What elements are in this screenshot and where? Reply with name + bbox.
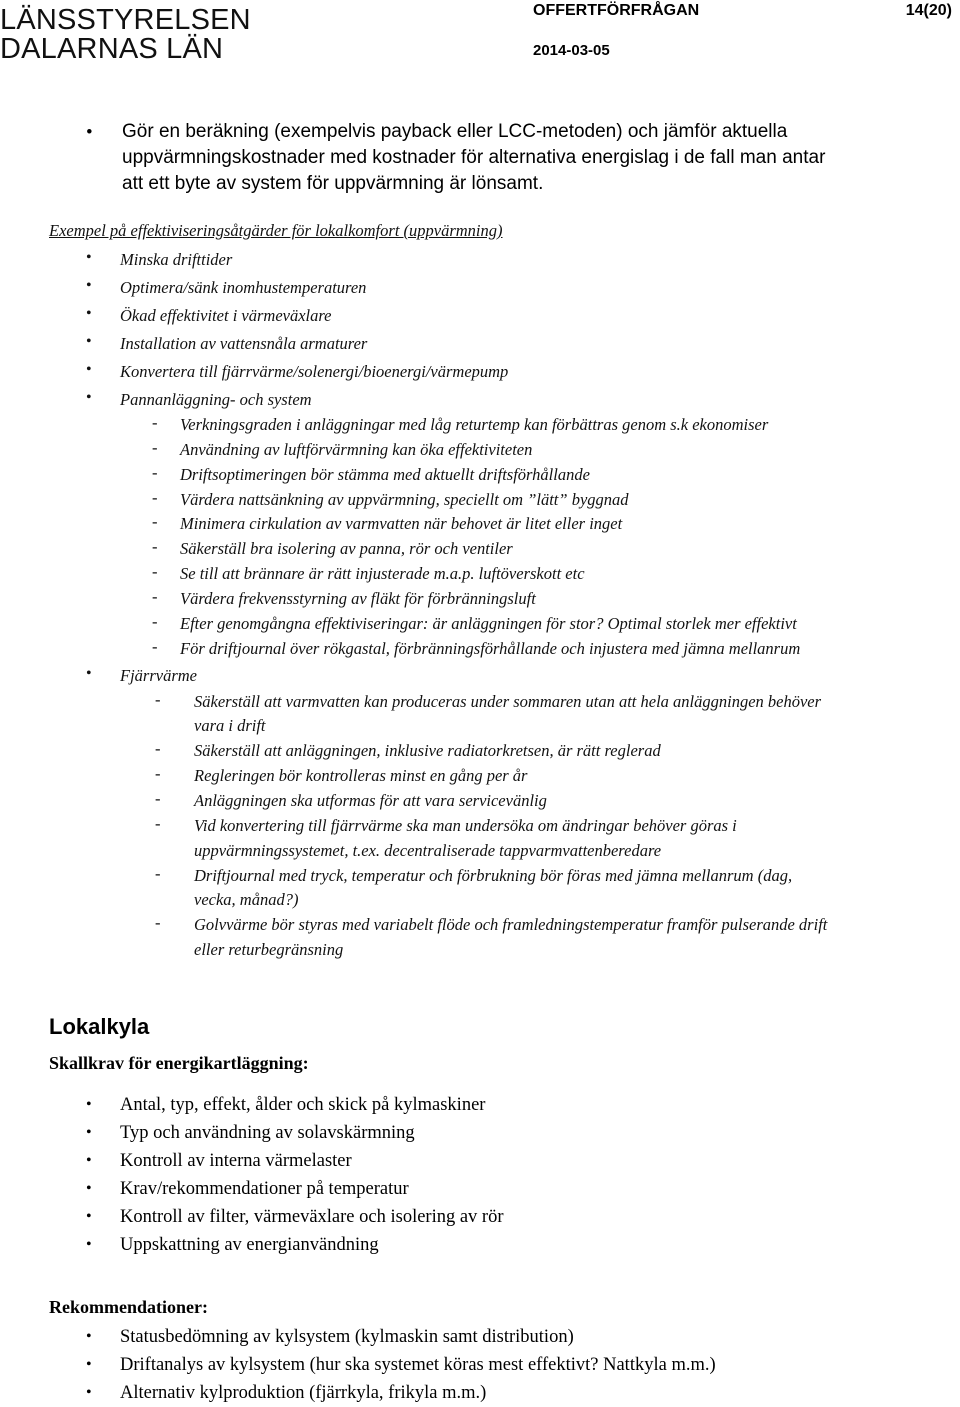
list-item: Installation av vattensnåla armaturer [120,334,368,353]
list-item: Driftanalys av kylsystem (hur ska systemet köras mest effektivt? Nattkyla m.m.) [120,1355,716,1375]
sub-list-item: Efter genomgångna effektiviseringar: är anläggningen för stor? Optimal storlek mer effektivt [180,614,797,633]
bullet-icon: • [86,1328,92,1345]
list-item: Uppskattning av energianvändning [120,1235,379,1255]
bullet-icon: • [86,1096,92,1113]
list-item: Ökad effektivitet i värmeväxlare [120,306,332,325]
sub-list-item-continued: uppvärmningssystemet, t.ex. decentraliserade tappvarmvattenberedare [194,841,662,860]
bullet-icon: • [86,1356,92,1373]
list-item: Typ och användning av solavskärmning [120,1123,415,1143]
sub-list-item: Minimera cirkulation av varmvatten när behovet är litet eller inget [180,514,623,533]
sub-list-item-continued: eller returbegränsning [194,940,344,959]
dash-icon: - [152,562,158,581]
sub-list-item: För driftjournal över rökgastal, förbränningsförhållande och injustera med jämna mellanrum [180,639,801,658]
dash-icon: - [155,789,161,808]
sub-list-item: Säkerställ att varmvatten kan produceras under sommaren utan att hela anläggningen behöver [194,692,822,711]
sub-list-item: Användning av luftförvärmning kan öka effektiviteten [180,440,533,459]
dash-icon: - [152,488,158,507]
dash-icon: - [155,913,161,932]
bullet-icon: • [86,1384,92,1401]
sub-list-item-continued: vecka, månad?) [194,890,299,909]
dash-icon: - [155,764,161,783]
list-item: Optimera/sänk inomhustemperaturen [120,278,367,297]
dash-icon: - [152,463,158,482]
dash-icon: - [155,739,161,758]
sub-list-item: Säkerställ att anläggningen, inklusive radiatorkretsen, är rätt reglerad [194,741,661,760]
bullet-icon: • [86,333,92,350]
dash-icon: - [152,637,158,656]
examples-title: Exempel på effektiviseringsåtgärder för lokalkomfort (uppvärmning) [49,221,503,240]
dash-icon: - [155,814,161,833]
sub-list-item: Driftjournal med tryck, temperatur och förbrukning bör föras med jämna mellanrum (dag, [194,866,793,885]
list-item: Alternativ kylproduktion (fjärrkyla, frikyla m.m.) [120,1383,487,1403]
bullet-icon: • [86,1208,92,1225]
bullet-icon: • [86,1236,92,1253]
bullet-icon: • [86,249,92,266]
list-item: Statusbedömning av kylsystem (kylmaskin samt distribution) [120,1327,574,1347]
sub-list-item: Värdera frekvensstyrning av fläkt för förbränningsluft [180,589,536,608]
list-item: Fjärrvärme [120,666,197,685]
bullet-icon: • [86,361,92,378]
sub-list-item: Vid konvertering till fjärrvärme ska man undersöka om ändringar behöver göras i [194,816,737,835]
dash-icon: - [152,537,158,556]
skallkrav-heading: Skallkrav för energikartläggning: [49,1053,309,1073]
sub-list-item: Verkningsgraden i anläggningar med låg returtemp kan förbättras genom s.k ekonomiser [180,415,769,434]
list-item: Minska drifttider [120,250,233,269]
rekommendationer-heading: Rekommendationer: [49,1297,208,1317]
list-item: Kontroll av interna värmelaster [120,1151,352,1171]
dash-icon: - [155,864,161,883]
dash-icon: - [152,413,158,432]
bullet-icon: • [86,277,92,294]
list-item: Antal, typ, effekt, ålder och skick på kylmaskiner [120,1095,486,1115]
sub-list-item-continued: vara i drift [194,716,266,735]
bullet-icon: • [86,122,93,143]
list-item: Kontroll av filter, värmeväxlare och isolering av rör [120,1207,504,1227]
sub-list-item: Se till att brännare är rätt injusterade m.a.p. luftöverskott etc [180,564,585,583]
intro-paragraph: Gör en beräkning (exempelvis payback eller LCC-metoden) och jämför aktuella uppvärmningskostnader med kostnader för alternativa energislag i de fall man antar att ett byte av system för uppvärmning är lönsamt. [122,121,826,194]
list-item: Pannanläggning- och system [120,390,312,409]
list-item: Konvertera till fjärrvärme/solenergi/bioenergi/värmepump [120,362,509,381]
sub-list-item: Driftsoptimeringen bör stämma med aktuellt driftsförhållande [180,465,590,484]
bullet-icon: • [86,389,92,406]
dash-icon: - [152,612,158,631]
page-number: 14(20) [905,2,952,19]
sub-list-item: Säkerställ bra isolering av panna, rör och ventiler [180,539,513,558]
dash-icon: - [152,587,158,606]
bullet-icon: • [86,1124,92,1141]
sub-list-item: Regleringen bör kontrolleras minst en gång per år [194,766,528,785]
bullet-icon: • [86,665,92,682]
sub-list-item: Golvvärme bör styras med variabelt flöde och framledningstemperatur framför pulserande drift [194,915,828,934]
section-title: Lokalkyla [49,1014,150,1039]
list-item: Krav/rekommendationer på temperatur [120,1179,409,1199]
dash-icon: - [155,690,161,709]
document-date: 2014-03-05 [533,42,610,59]
bullet-icon: • [86,305,92,322]
dash-icon: - [152,512,158,531]
dash-icon: - [152,438,158,457]
logo [0,4,251,65]
document-type: OFFERTFÖRFRÅGAN [533,2,700,19]
logo-line-2: DALARNAS LÄN [0,33,224,65]
sub-list-item: Värdera nattsänkning av uppvärmning, speciellt om ”lätt” byggnad [180,490,629,509]
bullet-icon: • [86,1152,92,1169]
bullet-icon: • [86,1180,92,1197]
sub-list-item: Anläggningen ska utformas för att vara servicevänlig [194,791,547,810]
logo-line-1: LÄNSSTYRELSEN [0,4,251,36]
